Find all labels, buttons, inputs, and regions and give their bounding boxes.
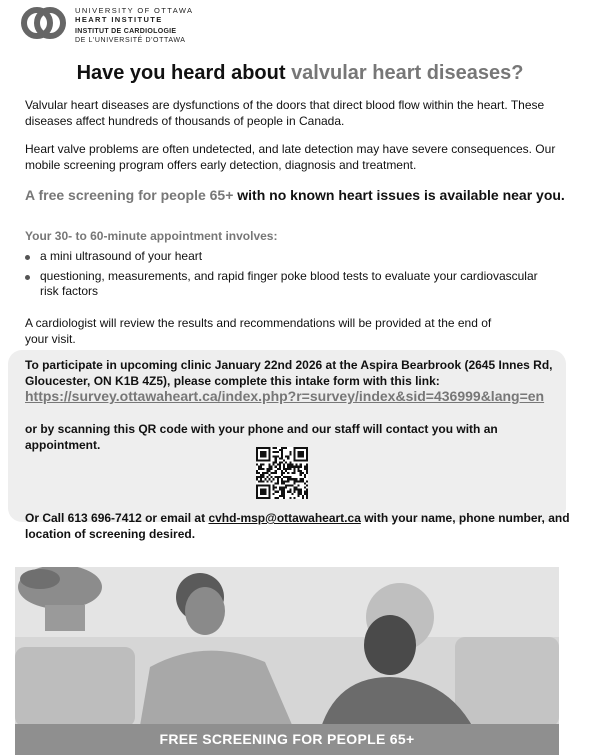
heart-institute-emblem-icon bbox=[20, 2, 68, 44]
list-item-text: questioning, measurements, and rapid finger poke blood tests to evaluate your cardiovascular risk factors bbox=[40, 268, 538, 298]
page-title-prefix: Have you heard about bbox=[76, 62, 292, 84]
screening-highlight: A free screening for people 65+ bbox=[25, 187, 234, 203]
review-paragraph: A cardiologist will review the results and recommendations will be provided at the end of your visit. bbox=[25, 316, 492, 346]
page-title bbox=[0, 62, 600, 85]
appointment-title: Your 30- to 60-minute appointment involves: bbox=[25, 229, 278, 243]
contact-after: with your name, phone number, and location of screening desired. bbox=[25, 511, 570, 541]
page-title-highlight: valvular heart diseases? bbox=[291, 62, 524, 84]
qr-instruction-text: or by scanning this QR code with your phone and our staff will contact you with an appointment. bbox=[25, 422, 498, 452]
appointment-list bbox=[25, 249, 545, 304]
ottawa-heart-institute-logo bbox=[20, 2, 280, 46]
bullet-icon bbox=[25, 275, 30, 280]
intake-form-link[interactable]: https://survey.ottawaheart.ca/index.php?r=survey/index&sid=436999&lang=en bbox=[25, 388, 545, 404]
logo-university-text: UNIVERSITY OF OTTAWA bbox=[75, 6, 194, 15]
email-link[interactable]: cvhd-msp@ottawaheart.ca bbox=[208, 511, 361, 525]
logo-institut-text: INSTITUT DE CARDIOLOGIE bbox=[75, 28, 177, 35]
contact-before: Or Call 613 696-7412 or email at bbox=[25, 511, 209, 525]
logo-heart-institute-text: HEART INSTITUTE bbox=[75, 15, 163, 24]
logo-universite-text: DE L'UNIVERSITÉ D'OTTAWA bbox=[75, 37, 186, 44]
intro-paragraph-2: Heart valve problems are often undetected, and late detection may have severe consequences. Our mobile screening program offers early detection, diagnosis and treatment. bbox=[25, 142, 556, 172]
qr-code[interactable] bbox=[256, 447, 308, 499]
screening-availability bbox=[25, 187, 585, 204]
list-item-text: a mini ultrasound of your heart bbox=[40, 249, 203, 263]
screening-rest: with no known heart issues is available near you. bbox=[233, 187, 565, 203]
bullet-icon bbox=[25, 255, 30, 260]
contact-text bbox=[25, 511, 570, 542]
list-item bbox=[25, 269, 545, 300]
participation-text: To participate in upcoming clinic January 22nd 2026 at the Aspira Bearbrook (2645 Innes Rd, Gloucester, ON K1B 4Z5), please complete this intake form with this link: bbox=[25, 358, 553, 388]
intro-paragraph-1: Valvular heart diseases are dysfunctions of the doors that direct blood flow within the heart. These diseases affect hundreds of thousands of people in Canada. bbox=[25, 98, 545, 128]
list-item bbox=[25, 249, 545, 265]
free-screening-banner: FREE SCREENING FOR PEOPLE 65+ bbox=[15, 724, 559, 755]
